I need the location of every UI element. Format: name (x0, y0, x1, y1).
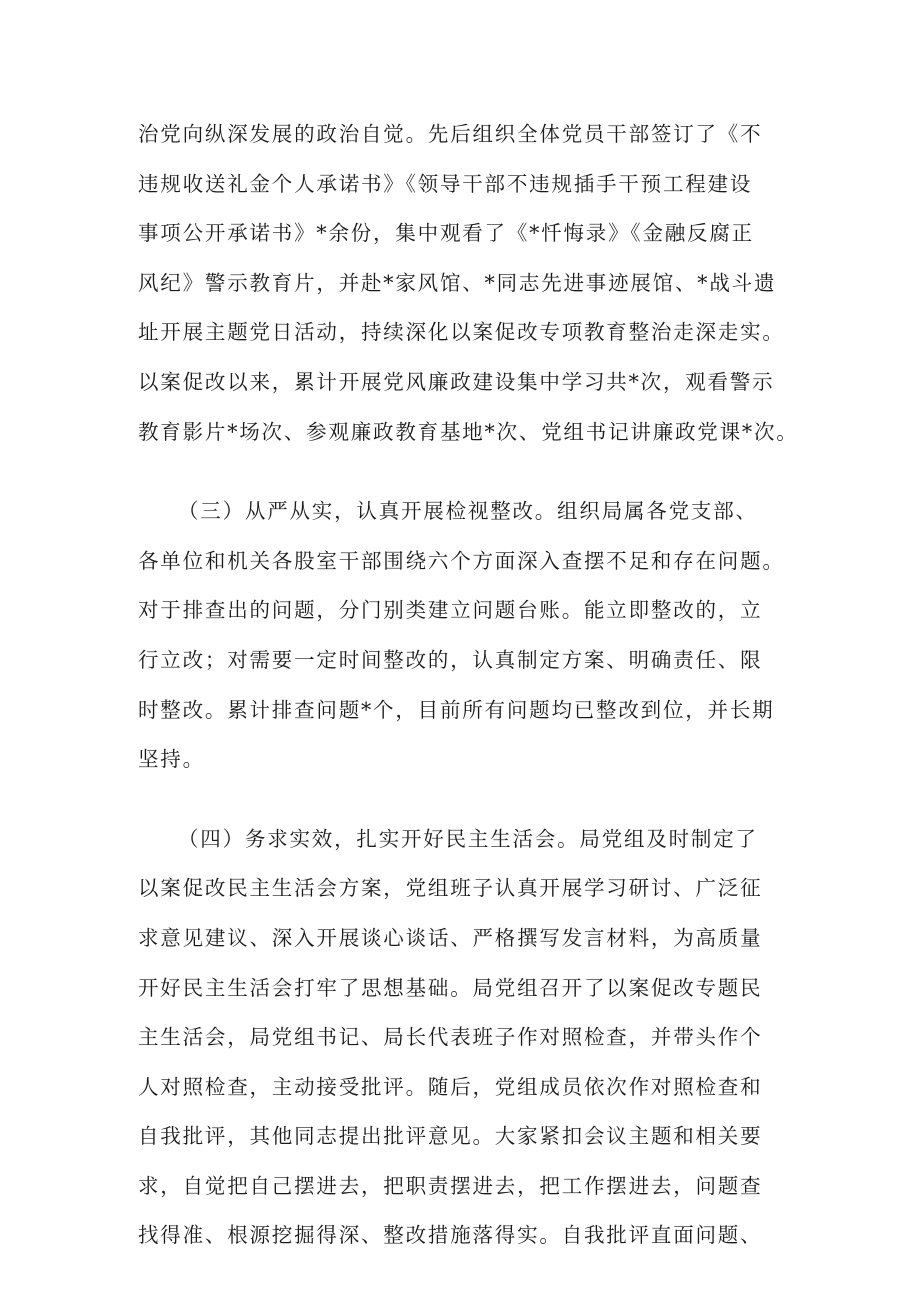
text-line: 求，自觉把自己摆进去，把职责摆进去，把工作摆进去，问题查 (138, 1173, 763, 1198)
text-line: 找得准、根源挖掘得深、整改措施落得实。自我批评直面问题、 (138, 1223, 763, 1248)
text-line: 对于排查出的问题，分门别类建立问题台账。能立即整改的，立 (138, 598, 763, 623)
text-line: 行立改；对需要一定时间整改的，认真制定方案、明确责任、限 (138, 647, 763, 672)
text-line: 各单位和机关各股室干部围绕六个方面深入查摆不足和存在问题。 (138, 548, 785, 573)
text-line: 人对照检查，主动接受批评。随后，党组成员依次作对照检查和 (138, 1074, 763, 1099)
document-body (138, 110, 798, 1261)
text-line: 开好民主生活会打牢了思想基础。局党组召开了以案促改专题民 (138, 975, 763, 1000)
text-line: 址开展主题党日活动，持续深化以案促改专项教育整治走深走实。 (138, 320, 785, 345)
text-line: （三）从严从实，认真开展检视整改。组织局属各党支部、 (178, 499, 758, 524)
text-line: 风纪》警示教育片，并赴*家风馆、*同志先进事迹展馆、*战斗遗 (138, 270, 777, 295)
text-line: 坚持。 (138, 747, 205, 772)
text-line: 主生活会，局党组书记、局长代表班子作对照检查，并带头作个 (138, 1025, 763, 1050)
text-line: 时整改。累计排查问题*个，目前所有问题均已整改到位，并长期 (138, 697, 775, 722)
text-line: （四）务求实效，扎实开好民主生活会。局党组及时制定了 (178, 826, 758, 851)
text-line: 教育影片*场次、参观廉政教育基地*次、党组书记讲廉政党课*次。 (138, 419, 799, 444)
paragraph-section-four (138, 815, 798, 1261)
text-line: 自我批评，其他同志提出批评意见。大家紧扣会议主题和相关要 (138, 1124, 763, 1149)
text-line: 治党向纵深发展的政治自觉。先后组织全体党员干部签订了《不 (138, 122, 763, 146)
paragraph-continuation (138, 110, 798, 457)
text-line: 事项公开承诺书》*余份，集中观看了《*忏悔录》《金融反腐正 (138, 221, 754, 246)
text-line: 违规收送礼金个人承诺书》《领导干部不违规插手干预工程建设 (138, 171, 753, 196)
paragraph-section-three (138, 487, 798, 785)
text-line: 以案促改以来，累计开展党风廉政建设集中学习共*次，观看警示 (138, 369, 775, 394)
text-line: 以案促改民主生活会方案，党组班子认真开展学习研讨、广泛征 (138, 876, 763, 901)
paragraph-gap (138, 457, 798, 487)
text-line: 求意见建议、深入开展谈心谈话、严格撰写发言材料，为高质量 (138, 925, 763, 950)
paragraph-gap (138, 785, 798, 815)
